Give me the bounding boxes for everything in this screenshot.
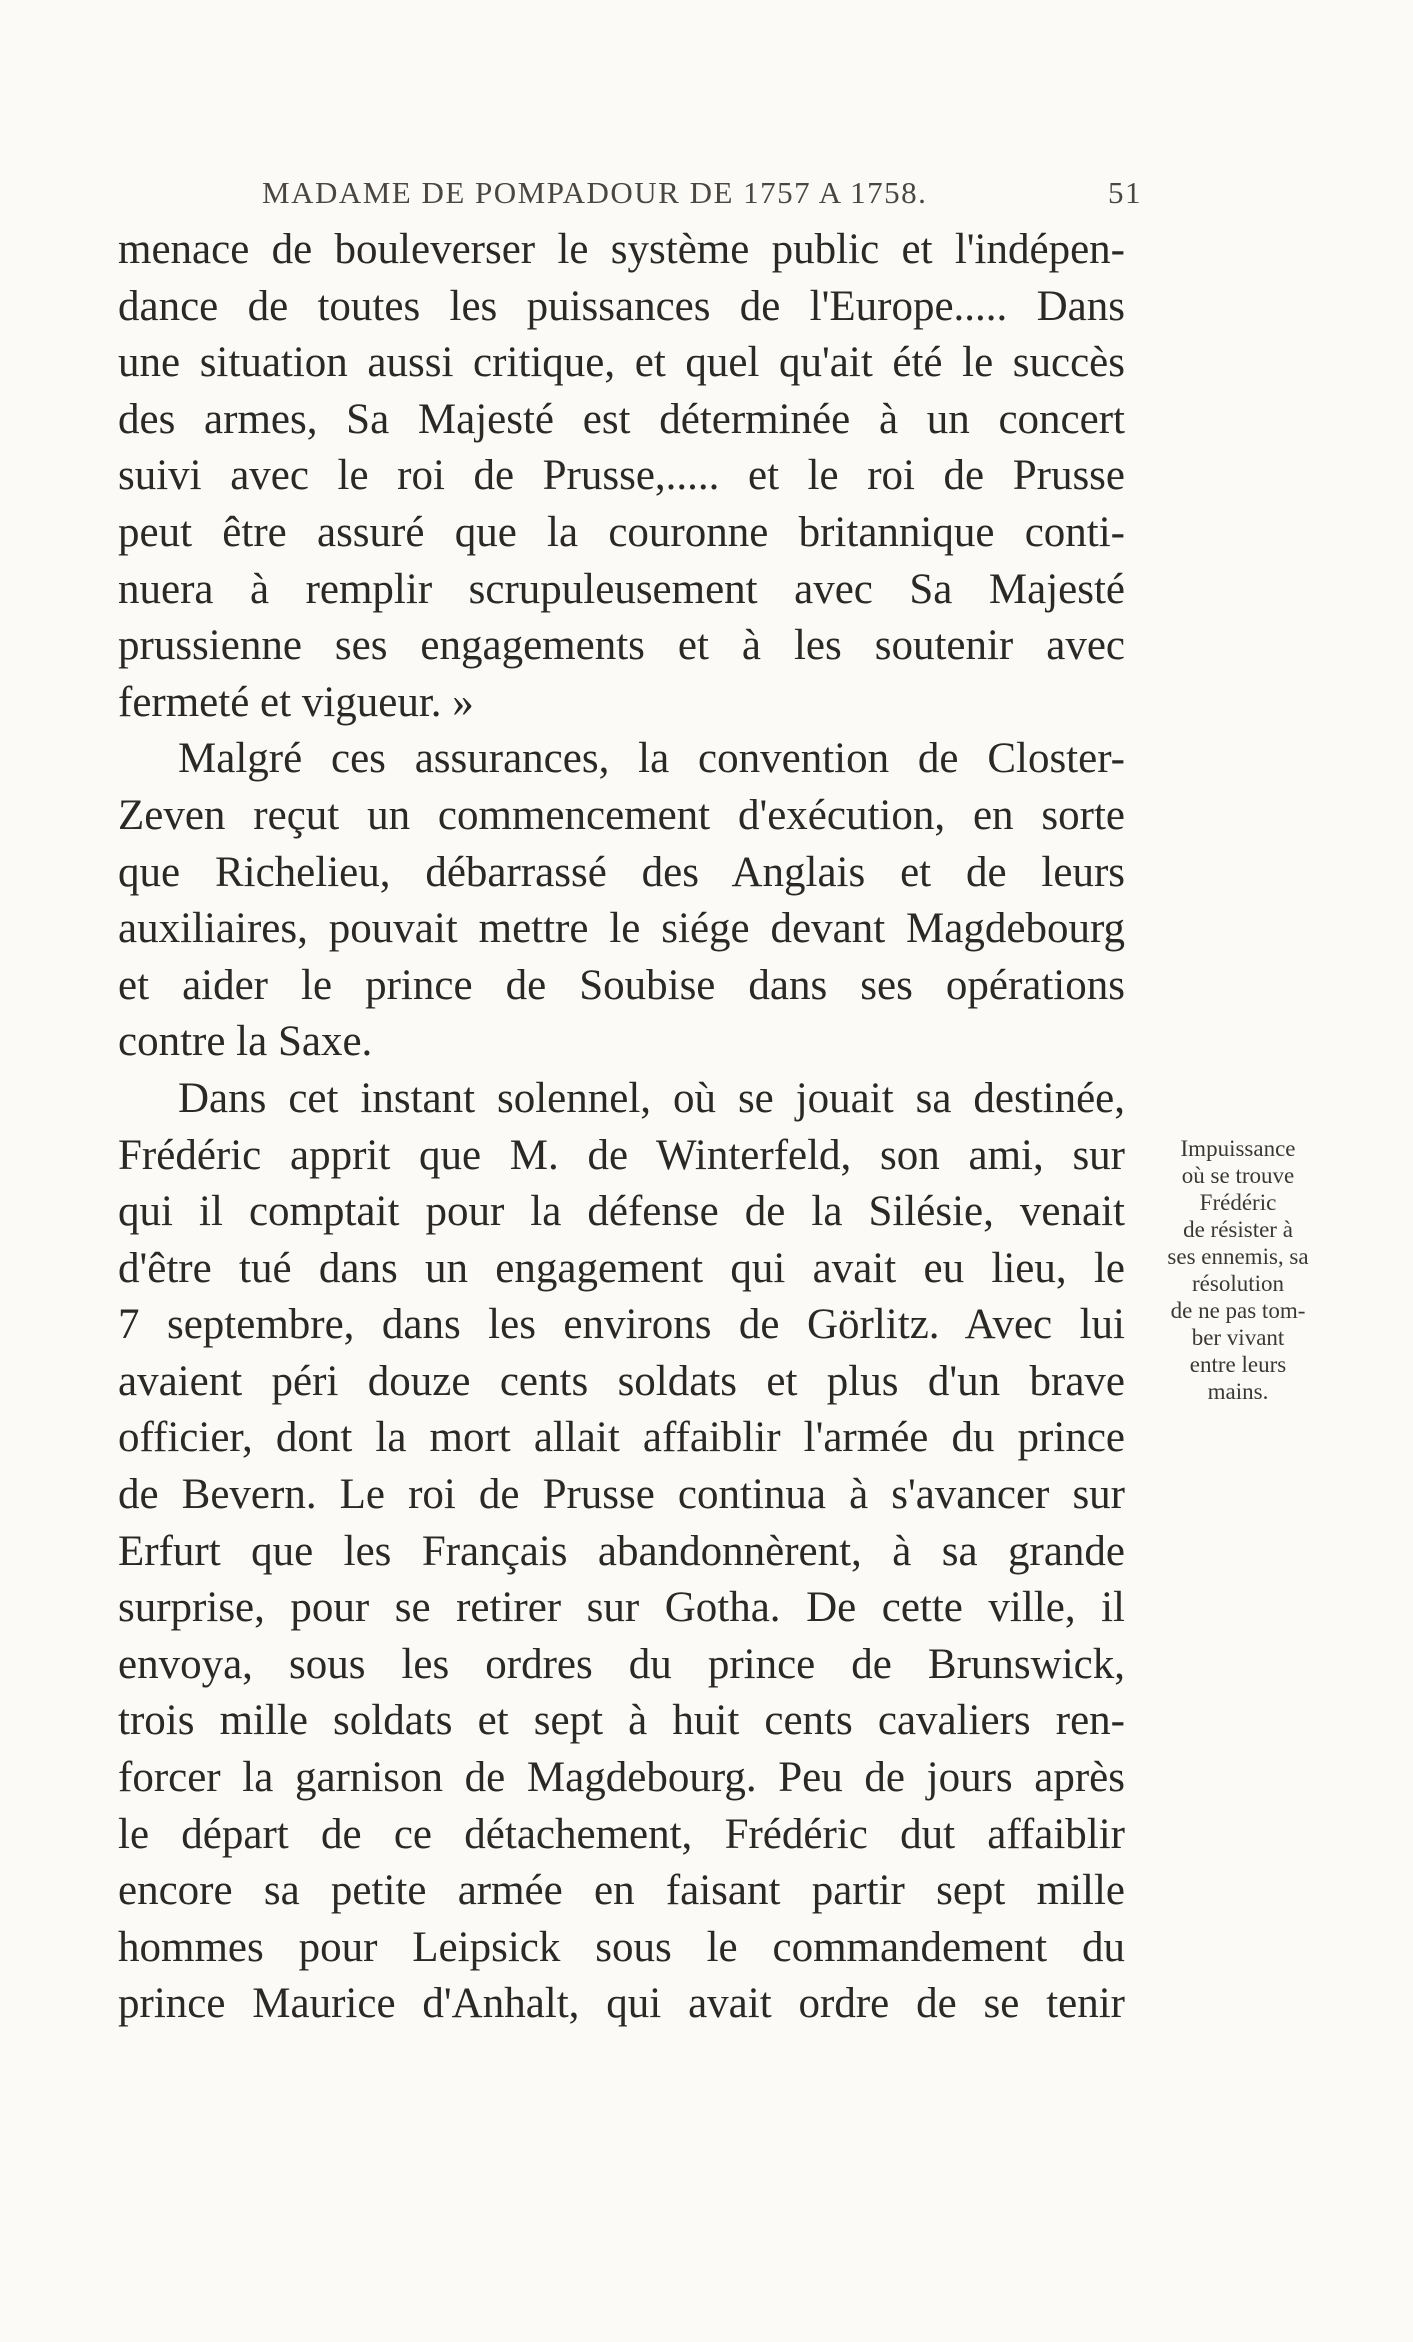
text-line: surprise, pour se retirer sur Gotha. De cette ville, il (118, 1584, 1125, 1632)
text-line: nuera à remplir scrupuleusement avec Sa Majesté (118, 565, 1125, 613)
text-line: forcer la garnison de Magdebourg. Peu de jours après (118, 1754, 1125, 1802)
margin-note-line: de résister à (1183, 1217, 1293, 1242)
text-line: le départ de ce détachement, Frédéric dut affaiblir (118, 1810, 1125, 1858)
text-line: hommes pour Leipsick sous le commandement du (118, 1923, 1125, 1971)
margin-note-line: entre leurs (1189, 1352, 1287, 1377)
text-line: contre la Saxe. (118, 1018, 373, 1066)
margin-note-line: ses ennemis, sa (1167, 1244, 1309, 1269)
text-line: envoya, sous les ordres du prince de Brunswick, (118, 1640, 1125, 1688)
text-line: encore sa petite armée en faisant partir sept mille (118, 1867, 1125, 1915)
text-line: Erfurt que les Français abandonnèrent, à sa grande (118, 1527, 1125, 1575)
text-line: qui il comptait pour la défense de la Silésie, venait (118, 1188, 1125, 1236)
text-line: que Richelieu, débarrassé des Anglais et de leurs (118, 848, 1125, 896)
text-line: fermeté et vigueur. » (118, 678, 474, 726)
text-line: Zeven reçut un commencement d'exécution, en sorte (118, 791, 1125, 839)
text-line: 7 septembre, dans les environs de Görlitz. Avec lui (118, 1301, 1125, 1349)
text-line: prussienne ses engagements et à les soutenir avec (118, 622, 1125, 670)
running-title: MADAME DE POMPADOUR DE 1757 A 1758. (262, 175, 928, 210)
margin-note-line: ber vivant (1191, 1325, 1285, 1350)
text-line: et aider le prince de Soubise dans ses opérations (118, 961, 1125, 1009)
text-line: Malgré ces assurances, la convention de Closter- (178, 735, 1125, 783)
margin-note-line: mains. (1207, 1379, 1269, 1404)
text-line: une situation aussi critique, et quel qu'ait été le succès (118, 339, 1125, 387)
text-line: Frédéric apprit que M. de Winterfeld, son ami, sur (118, 1131, 1125, 1179)
text-line: des armes, Sa Majesté est déterminée à un concert (118, 395, 1125, 443)
margin-note-line: où se trouve (1181, 1163, 1295, 1188)
margin-note-line: Frédéric (1199, 1190, 1277, 1215)
text-line: auxiliaires, pouvait mettre le siége devant Magdebourg (118, 905, 1125, 953)
text-line: de Bevern. Le roi de Prusse continua à s'avancer sur (118, 1471, 1125, 1519)
text-line: Dans cet instant solennel, où se jouait sa destinée, (178, 1074, 1125, 1122)
text-line: trois mille soldats et sept à huit cents cavaliers ren- (118, 1697, 1125, 1745)
margin-note-line: de ne pas tom- (1170, 1298, 1306, 1323)
text-line: peut être assuré que la couronne britannique conti- (118, 508, 1125, 556)
text-line: officier, dont la mort allait affaiblir l'armée du prince (118, 1414, 1125, 1462)
margin-note-line: résolution (1192, 1271, 1284, 1296)
margin-note (1148, 1135, 1328, 1405)
text-line: d'être tué dans un engagement qui avait eu lieu, le (118, 1244, 1125, 1292)
text-line: dance de toutes les puissances de l'Europe..... Dans (118, 282, 1125, 330)
text-line: menace de bouleverser le système public et l'indépen- (118, 226, 1125, 273)
body-text (118, 222, 1125, 2033)
text-line: prince Maurice d'Anhalt, qui avait ordre de se tenir (118, 1980, 1125, 2028)
running-header (262, 175, 1142, 215)
page-number: 51 (1108, 175, 1142, 210)
text-line: avaient péri douze cents soldats et plus d'un brave (118, 1357, 1125, 1405)
text-line: suivi avec le roi de Prusse,..... et le roi de Prusse (118, 452, 1125, 500)
margin-note-line: Impuissance (1180, 1136, 1296, 1161)
